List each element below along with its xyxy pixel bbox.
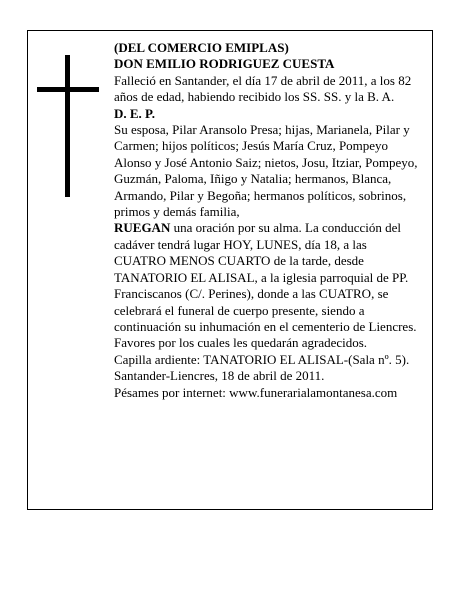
condolences-link: Pésames por internet: www.funerarialamontanesa.com xyxy=(114,384,398,400)
request-text: una oración por su alma. La conducción del cadáver tendrá lugar HOY, LUNES, día 18, a las CUATRO MENOS CUARTO de la tarde, desde TANATORIO EL ALISAL, a la iglesia parroquial de PP. Franciscanos (C/. Perines), donde a las CUATRO, se celebrará el funeral de cuerpo presente, siendo a continuación su inhumación en el cementerio de Liencres. Favores por los cuales les quedarán agradecidos. xyxy=(114,220,417,351)
place-date: Santander-Liencres, 18 de abril de 2011. xyxy=(114,368,325,384)
death-statement: Falleció en Santander, el día 17 de abril de 2011, a los 82 años de edad, habiendo recibido los SS. SS. y la B. A. xyxy=(114,72,412,105)
company-header: (DEL COMERCIO EMIPLAS) xyxy=(114,40,289,55)
request-paragraph xyxy=(114,220,422,351)
family-list: Su esposa, Pilar Aransolo Presa; hijas, Marianela, Pilar y Carmen; hijos políticos; Jesús María Cruz, Pompeyo Alonso y José Antonio Saiz; nietos, Josu, Itziar, Pompeyo, Guzmán, Paloma, Iñigo y Natalia; hermanos, Blanca, Armando, Pilar y Begoña; hermanos políticos, sobrinos, primos y demás familia, xyxy=(114,122,418,220)
chapel-info: Capilla ardiente: TANATORIO EL ALISAL-(Sala nº. 5). xyxy=(114,351,410,367)
request-keyword: RUEGAN xyxy=(114,220,171,236)
dep-line: D. E. P. xyxy=(114,105,156,121)
notice-body xyxy=(114,40,422,401)
cross-vertical-bar xyxy=(65,55,70,197)
cross-horizontal-bar xyxy=(37,87,99,92)
deceased-name: DON EMILIO RODRIGUEZ CUESTA xyxy=(114,56,335,72)
obituary-notice xyxy=(27,30,433,510)
